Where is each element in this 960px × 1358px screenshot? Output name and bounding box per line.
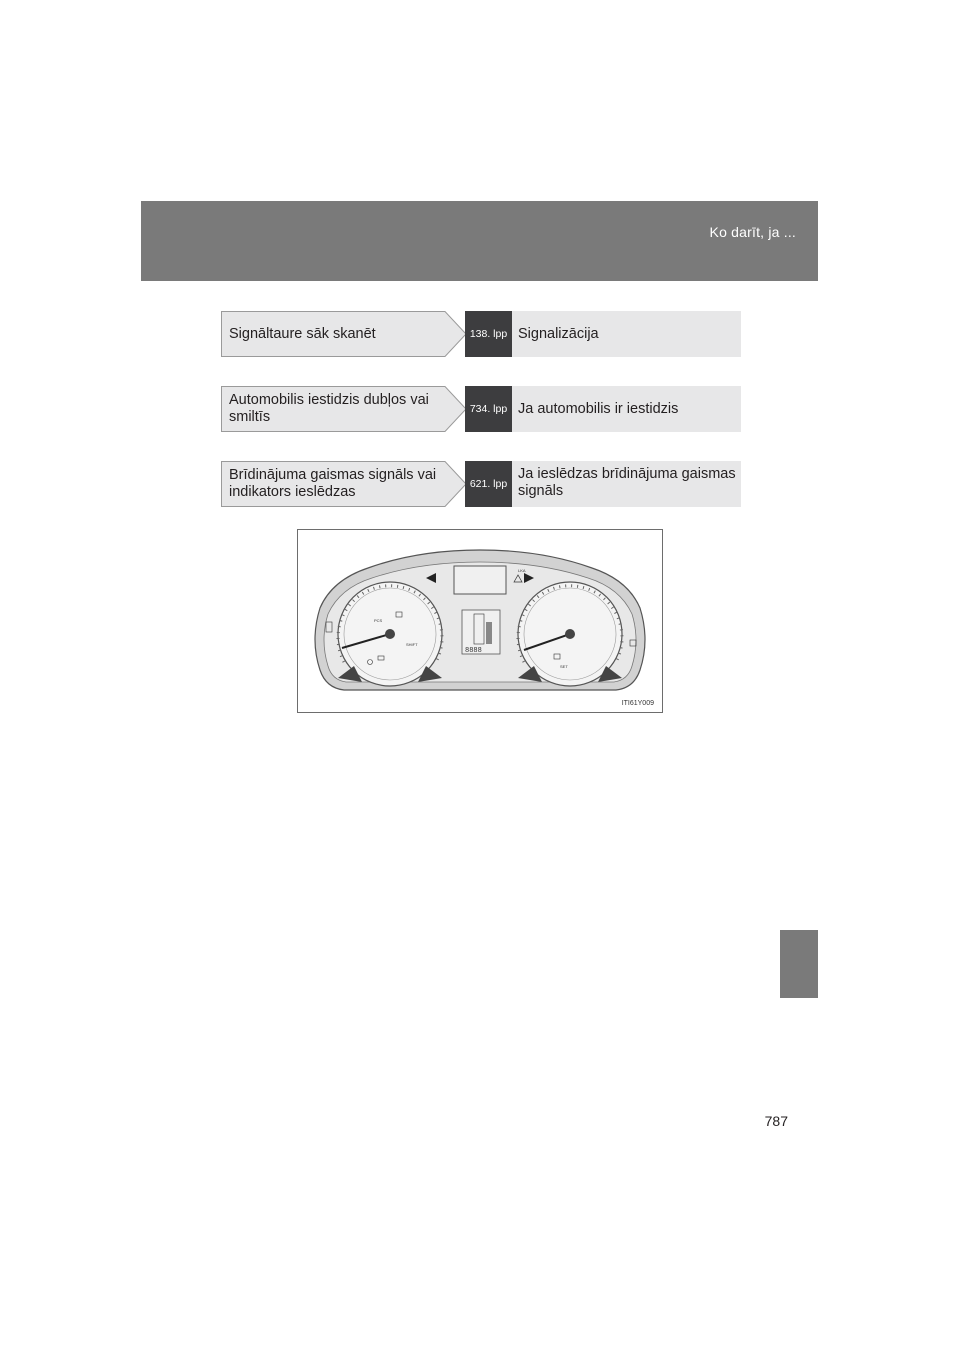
svg-text:PCS: PCS	[374, 618, 383, 623]
page-number: 787	[764, 1113, 788, 1129]
svg-text:SET: SET	[560, 664, 568, 669]
center-display	[454, 566, 506, 655]
page-reference[interactable]: 734. lpp	[465, 386, 512, 432]
symptom-text: Automobilis iestidzis dubļos vai smiltīs	[229, 392, 429, 425]
troubleshoot-row	[221, 461, 741, 507]
instrument-cluster-illustration	[298, 530, 662, 712]
speedometer-gauge	[518, 582, 622, 686]
header-band	[141, 201, 818, 281]
chapter-tab	[780, 930, 818, 998]
svg-text:SHIFT: SHIFT	[406, 642, 418, 647]
solution-cell	[512, 386, 741, 432]
tachometer-gauge	[338, 582, 442, 686]
solution-text: Signalizācija	[518, 325, 599, 342]
solution-text: Ja automobilis ir iestidzis	[518, 400, 679, 417]
symptom-text: Brīdinājuma gaismas signāls vai indikators ieslēdzas	[229, 467, 437, 500]
solution-cell	[512, 311, 741, 357]
svg-text:LKA: LKA	[518, 568, 526, 573]
figure-code: ITI61Y009	[621, 700, 654, 707]
page-reference[interactable]: 621. lpp	[465, 461, 512, 507]
page-reference[interactable]: 138. lpp	[465, 311, 512, 357]
instrument-cluster-figure	[297, 529, 663, 713]
svg-text:8888: 8888	[465, 647, 482, 655]
solution-text: Ja ieslēdzas brīdinājuma gaismas signāls	[518, 466, 736, 499]
solution-cell	[512, 461, 741, 507]
troubleshoot-row	[221, 386, 741, 432]
symptom-text: Signāltaure sāk skanēt	[229, 325, 376, 342]
troubleshoot-row	[221, 311, 741, 357]
section-title: Ko darīt, ja ...	[709, 224, 796, 240]
